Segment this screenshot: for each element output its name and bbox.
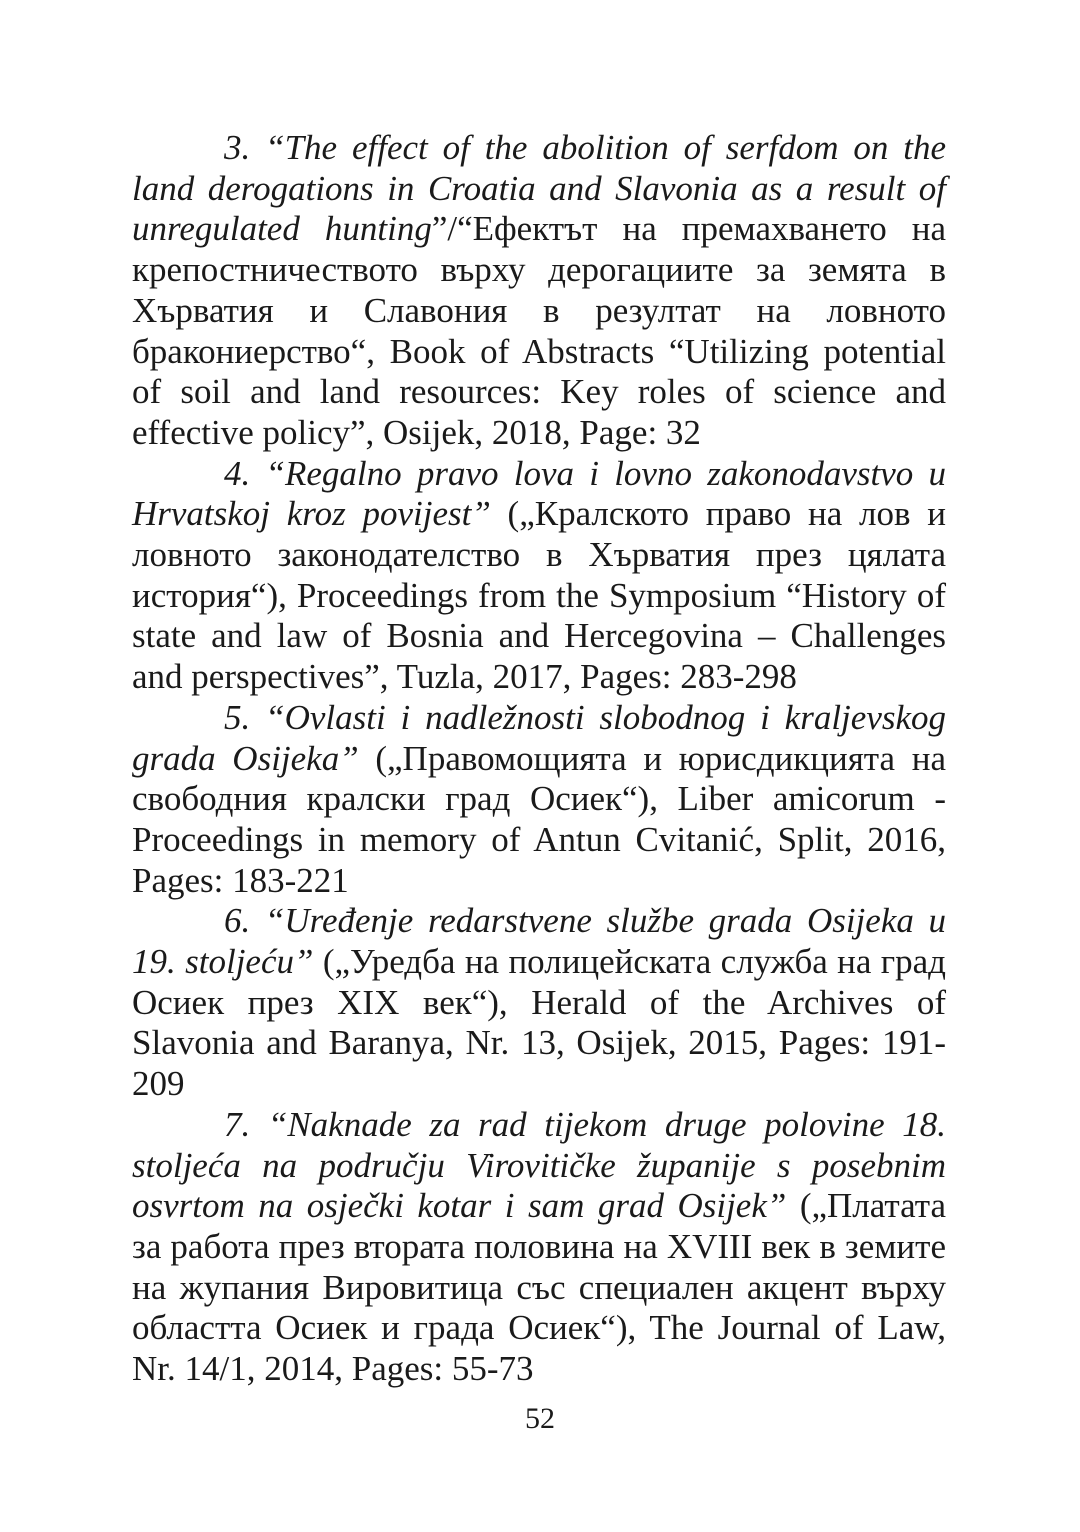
bibliography-entry-5 bbox=[132, 698, 946, 902]
bibliography-entry-6 bbox=[132, 901, 946, 1105]
entry-title: “Regalno pravo lova i lovno zakonodavstvo u Hrvatskoj kroz povijest” bbox=[132, 453, 947, 534]
entry-title: “Uređenje redarstvene službe grada Osijeka u 19. stoljeću” bbox=[132, 901, 946, 982]
bibliography-entry-4 bbox=[132, 454, 946, 698]
entry-title: “Naknade za rad tijekom druge polovine 18. stoljeća na području Virovitičke županije s posebnim osvrtom na osječki kotar i sam grad Osijek” bbox=[132, 1104, 947, 1226]
bibliography-list bbox=[132, 128, 946, 1390]
entry-details: („Кралското право на лов и ловното законодателство в Хърватия през цялата история“), Proceedings from the Symposium “History of state and law of Bosnia and Hercegovina – Challenges and perspectives”, Tuzla, 2017, Pages: 283-298 bbox=[132, 494, 946, 697]
entry-number: 5. bbox=[224, 697, 251, 737]
entry-number: 4. bbox=[224, 453, 251, 493]
bibliography-entry-3 bbox=[132, 128, 946, 454]
entry-number: 3. bbox=[224, 128, 251, 167]
page-number: 52 bbox=[525, 1402, 555, 1435]
entry-details: („Правомощията и юрисдикцията на свободния кралски град Осиек“), Liber amicorum - Proceedings in memory of Antun Cvitanić, Split, 2016, Pages: 183-221 bbox=[132, 738, 946, 900]
entry-title: “Ovlasti i nadležnosti slobodnog i kraljevskog grada Osijeka” bbox=[132, 697, 947, 778]
entry-details: („Уредба на полицейската служба на град Осиек през XIX век“), Herald of the Archives of Slavonia and Baranya, Nr. 13, Osijek, 2015, Pages: 191-209 bbox=[132, 942, 946, 1104]
entry-title: “The effect of the abolition of serfdom on the land derogations in Croatia and Slavonia as a result of unregulated hunting bbox=[132, 128, 946, 249]
entry-details: („Платата за работа през втората половина на XVIII век в земите на жупания Вировитица със специален акцент върху областта Осиек и града Осиек“), The Journal of Law, Nr. 14/1, 2014, Pages: 55-73 bbox=[132, 1186, 946, 1389]
bibliography-entry-7 bbox=[132, 1105, 946, 1390]
entry-number: 6. bbox=[224, 901, 251, 941]
entry-number: 7. bbox=[224, 1104, 251, 1144]
entry-details: ”/“Ефектът на премахването на крепостничеството върху дерогациите за земята в Хърватия и Славония в резултат на ловното бракониерство“, Book of Abstracts “Utilizing potential of soil and land resources: Key roles of science and effective policy”, Osijek, 2018, Page: 32 bbox=[132, 209, 946, 452]
